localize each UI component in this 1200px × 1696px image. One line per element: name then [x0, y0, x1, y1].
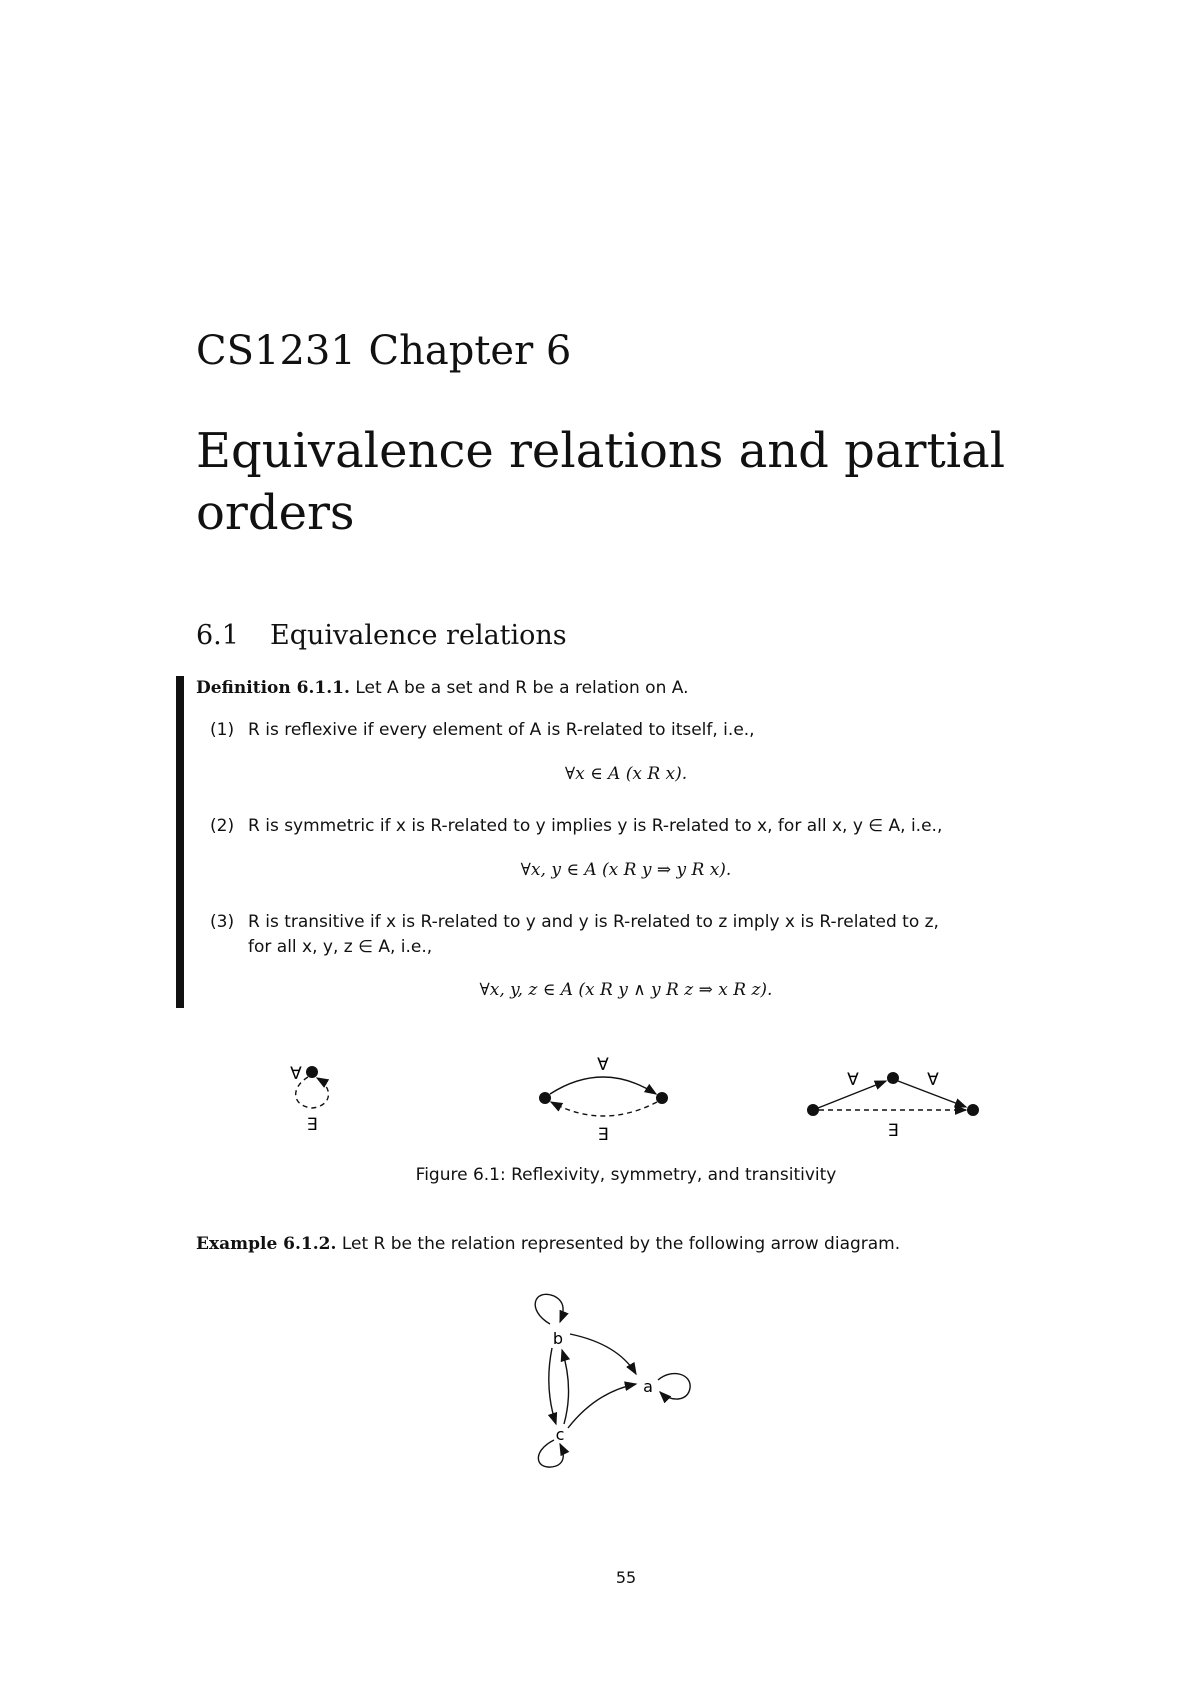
exists-label: ∃	[306, 1115, 318, 1135]
node-dot	[887, 1072, 899, 1084]
figure-caption: Figure 6.1: Reflexivity, symmetry, and transitivity	[415, 1165, 837, 1185]
definition-intro: Let A be a set and R be a relation on A.	[355, 678, 689, 698]
forward-arrow	[550, 1077, 656, 1094]
forall-label: ∀	[927, 1070, 939, 1090]
figure-reflexivity-symmetry-transitivity	[0, 1040, 1200, 1160]
loop-b-arrow	[535, 1294, 563, 1324]
transitive-formula: ∀x, y, z ∈ A (x R y ∧ y R z ⇒ x R z).	[479, 980, 773, 1000]
section-title: Equivalence relations	[270, 620, 567, 651]
loop-c-arrow	[538, 1440, 563, 1467]
example-heading	[196, 1234, 900, 1254]
forall-label: ∀	[290, 1064, 302, 1084]
c-to-a-arrow	[568, 1384, 636, 1428]
transitive-diagram	[807, 1070, 979, 1141]
exists-label: ∃	[887, 1121, 899, 1141]
example-label: Example 6.1.2.	[196, 1234, 337, 1254]
item-number: (1)	[210, 720, 235, 740]
b-to-a-arrow	[570, 1334, 636, 1374]
node-dot	[539, 1092, 551, 1104]
forall-label: ∀	[597, 1055, 609, 1075]
arrow-diagram	[500, 1280, 720, 1480]
definition-item-3	[210, 912, 939, 932]
page-title: Equivalence relations and partial orders	[196, 423, 1006, 541]
section-heading	[196, 620, 567, 651]
node-b: b	[552, 1329, 564, 1348]
example-text: Let R be the relation represented by the following arrow diagram.	[341, 1234, 901, 1254]
node-dot	[306, 1066, 318, 1078]
item-number: (3)	[210, 912, 235, 932]
node-dot	[656, 1092, 668, 1104]
exists-label: ∃	[597, 1125, 609, 1145]
item-number: (2)	[210, 816, 235, 836]
node-a: a	[643, 1377, 653, 1396]
symmetric-diagram	[539, 1055, 668, 1145]
item-text: R is transitive if x is R-related to y and y is R-related to z imply x is R-related to z,	[248, 912, 939, 932]
definition-item-2	[210, 816, 942, 836]
backward-arrow	[551, 1102, 657, 1116]
section-number: 6.1	[196, 620, 239, 651]
node-dot	[967, 1104, 979, 1116]
b-to-c-arrow	[549, 1348, 556, 1424]
reflexive-formula: ∀x ∈ A (x R x).	[564, 764, 688, 784]
item-text: R is symmetric if x is R-related to y implies y is R-related to x, for all x, y ∈ A, i.e.,	[248, 816, 943, 836]
definition-label: Definition 6.1.1.	[196, 678, 350, 698]
node-c: c	[555, 1425, 565, 1444]
definition-item-3-continued: for all x, y, z ∈ A, i.e.,	[248, 937, 433, 957]
definition-item-1	[210, 720, 755, 740]
page-number: 55	[615, 1568, 637, 1587]
reflexive-diagram	[290, 1064, 328, 1135]
forall-label: ∀	[847, 1070, 859, 1090]
item-text: R is reflexive if every element of A is R-related to itself, i.e.,	[248, 720, 755, 740]
symmetric-formula: ∀x, y ∈ A (x R y ⇒ y R x).	[520, 860, 732, 880]
definition-margin-bar	[176, 676, 184, 1008]
c-to-b-arrow	[562, 1350, 569, 1424]
loop-a-arrow	[658, 1374, 690, 1399]
chapter-title: CS1231 Chapter 6	[196, 328, 572, 374]
node-dot	[807, 1104, 819, 1116]
definition-heading	[196, 678, 688, 698]
